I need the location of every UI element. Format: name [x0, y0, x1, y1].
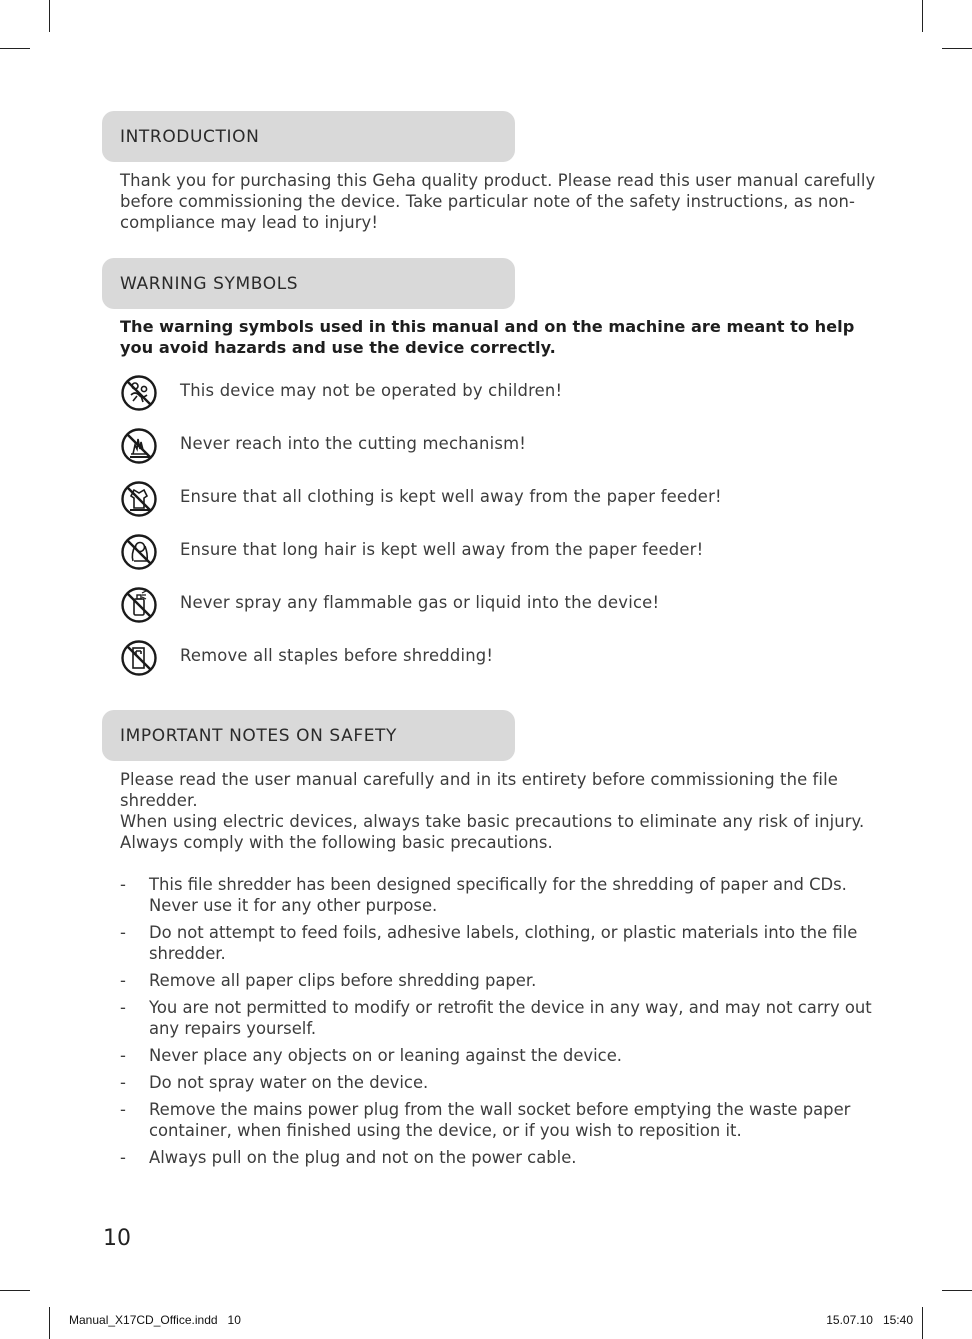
- safety-notes-list: [120, 874, 880, 1174]
- list-item: [120, 1099, 880, 1141]
- crop-mark: [922, 1307, 923, 1339]
- warning-item: [120, 374, 880, 412]
- list-bullet: -: [120, 998, 126, 1017]
- list-item-text: Do not attempt to feed foils, adhesive labels, clothing, or plastic materials into the file shredder.: [149, 923, 858, 963]
- warning-text: This device may not be operated by children!: [180, 381, 563, 400]
- crop-mark: [942, 1290, 972, 1291]
- warning-symbols-heading: [102, 258, 515, 309]
- no-loose-clothing-icon: [120, 480, 158, 518]
- warning-text: Ensure that all clothing is kept well away from the paper feeder!: [180, 487, 722, 506]
- warning-item: [120, 639, 880, 677]
- list-bullet: -: [120, 875, 126, 894]
- crop-mark: [0, 48, 30, 49]
- list-item: [120, 997, 880, 1039]
- warning-item: [120, 480, 880, 518]
- list-item-text: Always pull on the plug and not on the power cable.: [149, 1148, 577, 1167]
- list-item-text: Remove all paper clips before shredding paper.: [149, 971, 537, 990]
- print-slug-left: Manual_X17CD_Office.indd 10: [69, 1313, 241, 1327]
- crop-mark: [0, 1290, 30, 1291]
- page-number: 10: [103, 1226, 131, 1251]
- no-long-hair-icon: [120, 533, 158, 571]
- warning-symbols-heading-label: WARNING SYMBOLS: [120, 273, 299, 294]
- no-hand-reach-icon: [120, 427, 158, 465]
- list-item: [120, 922, 880, 964]
- list-item: [120, 1147, 880, 1168]
- warning-item: [120, 427, 880, 465]
- warning-item: [120, 533, 880, 571]
- crop-mark: [942, 48, 972, 49]
- warning-item: [120, 586, 880, 624]
- list-item: [120, 1072, 880, 1093]
- crop-mark: [49, 1307, 50, 1339]
- introduction-text: Thank you for purchasing this Geha quality product. Please read this user manual carefully before commissioning the device. Take particular note of the safety instructions, as non-compliance may lead to injury!: [120, 171, 876, 232]
- warning-text: Remove all staples before shredding!: [180, 646, 494, 665]
- warning-text: Ensure that long hair is kept well away from the paper feeder!: [180, 540, 704, 559]
- list-bullet: -: [120, 1073, 126, 1092]
- crop-mark: [49, 0, 50, 32]
- list-item-text: Never place any objects on or leaning against the device.: [149, 1046, 622, 1065]
- introduction-heading-label: INTRODUCTION: [120, 126, 260, 147]
- list-item-text: This file shredder has been designed specifically for the shredding of paper and CDs. Never use it for any other purpose.: [149, 875, 847, 915]
- list-item-text: Do not spray water on the device.: [149, 1073, 429, 1092]
- no-children-icon: [120, 374, 158, 412]
- safety-paragraph: When using electric devices, always take basic precautions to eliminate any risk of injury. Always comply with the following basic precautions.: [120, 812, 865, 852]
- list-bullet: -: [120, 923, 126, 942]
- safety-text: [120, 769, 880, 853]
- warning-text: Never reach into the cutting mechanism!: [180, 434, 527, 453]
- safety-heading: [102, 710, 515, 761]
- list-item-text: You are not permitted to modify or retrofit the device in any way, and may not carry out any repairs yourself.: [149, 998, 872, 1038]
- list-bullet: -: [120, 1148, 126, 1167]
- list-item: [120, 874, 880, 916]
- list-item: [120, 970, 880, 991]
- safety-paragraph: Please read the user manual carefully and in its entirety before commissioning the file shredder.: [120, 770, 838, 810]
- no-spray-can-icon: [120, 586, 158, 624]
- list-bullet: -: [120, 1100, 126, 1119]
- list-bullet: -: [120, 1046, 126, 1065]
- list-bullet: -: [120, 971, 126, 990]
- list-item-text: Remove the mains power plug from the wall socket before emptying the waste paper container, when finished using the device, or if you wish to reposition it.: [149, 1100, 851, 1140]
- safety-heading-label: IMPORTANT NOTES ON SAFETY: [120, 725, 398, 746]
- print-slug-right: 15.07.10 15:40: [826, 1313, 913, 1327]
- warning-symbols-intro: The warning symbols used in this manual and on the machine are meant to help you avoid hazards and use the device correctly.: [120, 317, 855, 357]
- warning-text: Never spray any flammable gas or liquid into the device!: [180, 593, 660, 612]
- no-staples-icon: [120, 639, 158, 677]
- introduction-heading: [102, 111, 515, 162]
- crop-mark: [922, 0, 923, 32]
- list-item: [120, 1045, 880, 1066]
